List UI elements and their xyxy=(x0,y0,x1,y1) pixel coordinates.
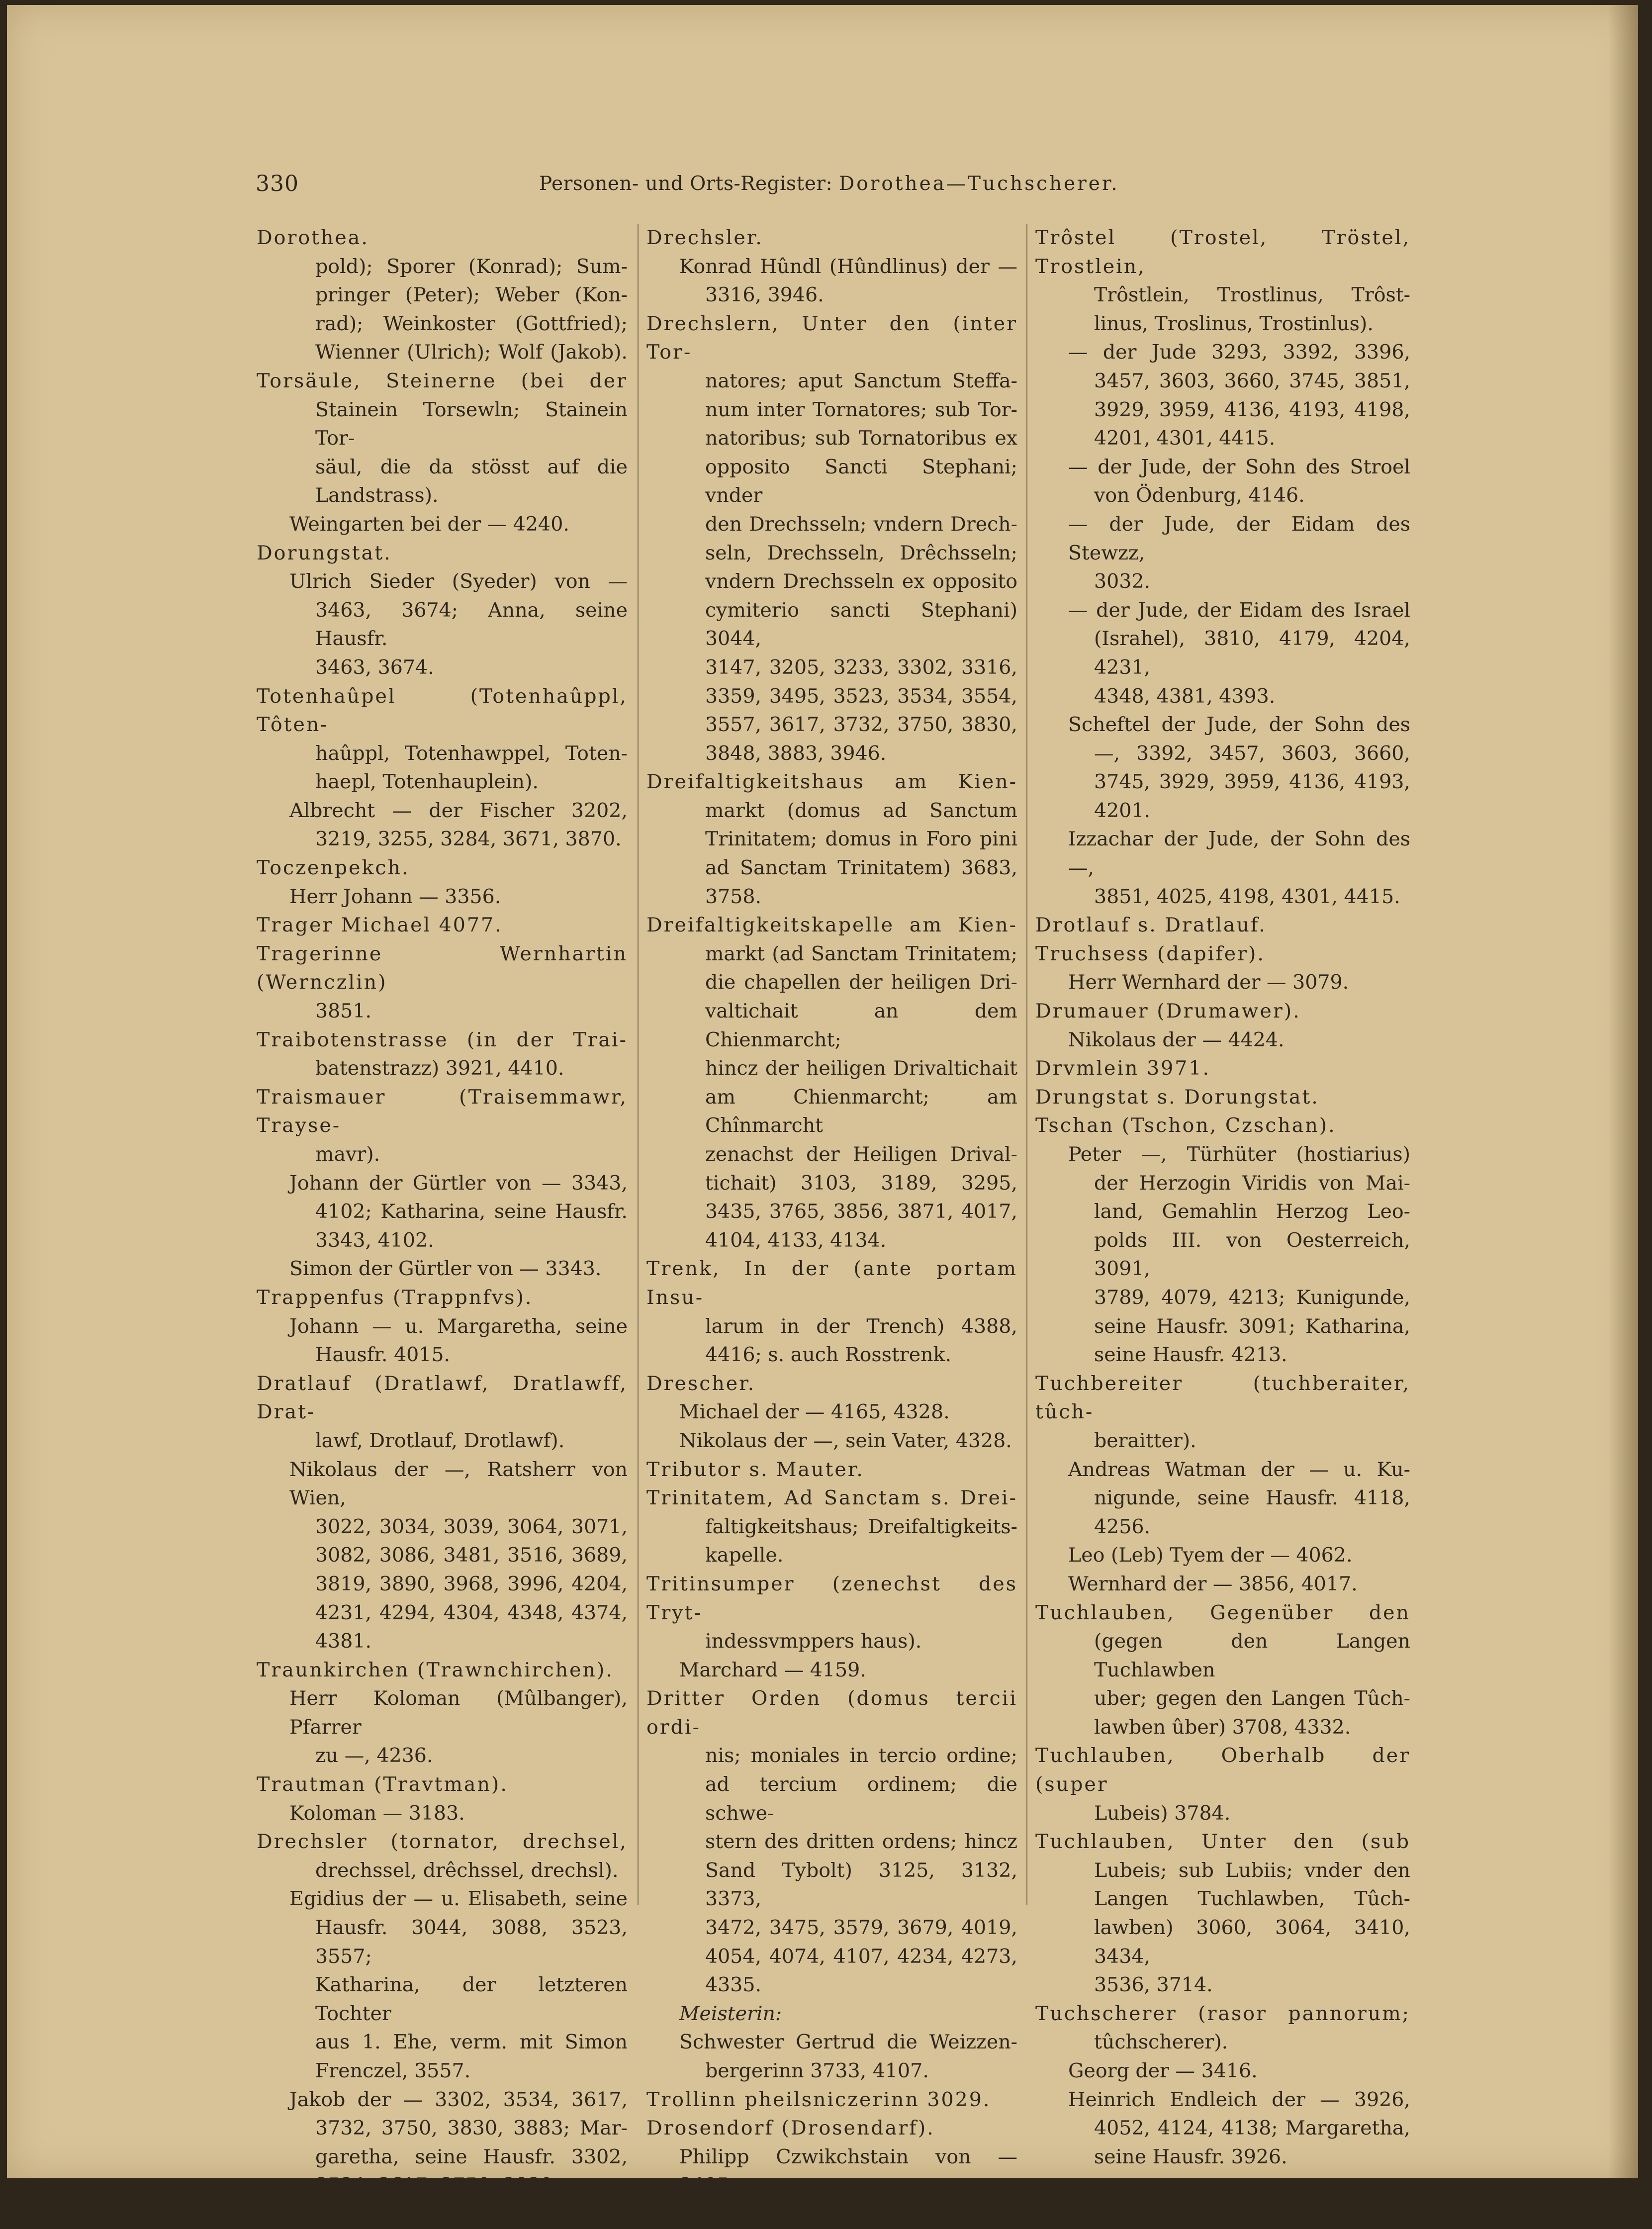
index-heading: Tuchbereiter (tuchberaiter, tûch- xyxy=(1035,1372,1410,1424)
index-line: Wienner (Ulrich); Wolf (Jakob). xyxy=(315,341,628,364)
index-line: — der Jude, der Sohn des Stroel xyxy=(1068,455,1410,478)
index-line: tûchscherer). xyxy=(1094,2031,1228,2054)
index-line: num inter Tornatores; sub Tor- xyxy=(705,398,1017,421)
index-heading: Dritter Orden (domus tercii ordi- xyxy=(646,1687,1017,1739)
index-heading: Drungstat s. Dorungstat. xyxy=(1035,1085,1319,1109)
index-line: von Ödenburg, 4146. xyxy=(1094,484,1305,507)
index-line: Nikolaus der —, Ratsherr von Wien, xyxy=(289,1458,628,1510)
index-line: Kunigunde, seine Hausfr. 3405. xyxy=(705,2202,1019,2226)
index-line: opposito Sancti Stephani; vnder xyxy=(705,455,1017,507)
index-line: 3745, 3929, 3959, 4136, 4193, xyxy=(1094,770,1410,794)
index-line: Andreas Watman der — u. Ku- xyxy=(1068,1458,1410,1481)
index-line: 3219, 3255, 3284, 3671, 3870. xyxy=(315,828,622,851)
index-line: 4054, 4074, 4107, 4234, 4273, xyxy=(705,1945,1017,1968)
index-line: 3929, 3959, 4136, 4193, 4198, xyxy=(1094,398,1410,421)
index-line: Peter —, Türhüter (hostiarius) xyxy=(1068,1143,1410,1166)
index-line: Meisterin: xyxy=(679,2002,782,2025)
index-line: 4335. xyxy=(705,1973,762,1997)
index-line: Katharina, der letzteren Tochter xyxy=(315,1973,628,2025)
index-line: Philipp Czwikchstain von — 3405; xyxy=(679,2145,1017,2197)
index-line: 3463, 3674. xyxy=(315,655,434,679)
index-line: mavr). xyxy=(315,1143,380,1166)
index-line: 3359, 3495, 3523, 3534, 3554, xyxy=(705,684,1017,708)
index-line: Lubeis; sub Lubiis; vnder den xyxy=(1094,1858,1410,1882)
index-line: beraitter). xyxy=(1094,1429,1196,1452)
index-heading: Traismauer (Traisemmawr, Trayse- xyxy=(257,1085,628,1137)
index-line: uber; gegen den Langen Tûch- xyxy=(1094,1687,1410,1710)
index-heading: Drotlauf s. Dratlauf. xyxy=(1035,914,1267,937)
index-line: Hausfr. 3044, 3088, 3523, 3557; xyxy=(315,1916,628,1968)
index-line: Herr Wernhard der — 3079. xyxy=(1068,971,1349,994)
index-line: Scheftel der Jude, der Sohn des xyxy=(1068,713,1410,737)
index-line: 3758. xyxy=(705,885,762,908)
index-line: rad); Weinkoster (Gottfried); xyxy=(315,312,628,335)
index-line: nigunde, seine Hausfr. 4118, xyxy=(1094,1486,1410,1510)
index-line: land, Gemahlin Herzog Leo- xyxy=(1094,1200,1410,1223)
index-line: Albrecht — der Fischer 3202, xyxy=(289,799,628,822)
index-line: 3457, 3603, 3660, 3745, 3851, xyxy=(1094,369,1410,392)
index-heading: Tuchlauben, Oberhalb der (super xyxy=(1035,1744,1410,1796)
register-title: Personen- und Orts-Register: xyxy=(539,173,833,195)
index-line: 4416; s. auch Rosstrenk. xyxy=(705,1343,952,1367)
index-line: polds III. von Oesterreich, 3091, xyxy=(1094,1228,1410,1281)
index-line: 3789, 4079, 4213; Kunigunde, xyxy=(1094,1286,1410,1309)
index-line: pold); Sporer (Konrad); Sum- xyxy=(315,255,628,278)
index-line: Weingarten bei der — 4240. xyxy=(289,512,569,536)
index-line: Sand Tybolt) 3125, 3132, 3373, xyxy=(705,1858,1017,1911)
index-line: Wernhard der — 3856, 4017. xyxy=(1068,1572,1358,1595)
index-heading: Tschan (Tschon, Czschan). xyxy=(1035,1114,1336,1137)
index-heading: Drvmlein 3971. xyxy=(1035,1057,1211,1080)
index-line: valtichait an dem Chienmarcht; xyxy=(705,1000,1017,1051)
running-title xyxy=(539,169,1119,199)
index-heading: Drumauer (Drumawer). xyxy=(1035,1000,1301,1023)
index-line: batenstrazz) 3921, 4410. xyxy=(315,1057,564,1080)
index-line: 4201, 4301, 4415. xyxy=(1094,427,1276,450)
index-line: 3435, 3765, 3856, 3871, 4017, xyxy=(705,1200,1017,1223)
index-line: 3534, 3617, 3750, 3830. xyxy=(315,2174,559,2197)
book-page xyxy=(7,5,1638,2226)
index-line: am Chienmarcht; am Chînmarcht xyxy=(705,1085,1017,1137)
index-line: 3022, 3034, 3039, 3064, 3071, xyxy=(315,1515,628,1538)
index-heading: Dratlauf (Dratlawf, Dratlawff, Drat- xyxy=(257,1372,628,1424)
index-heading: Traunkirchen (Trawnchirchen). xyxy=(257,1658,614,1681)
index-line: (gegen den Langen Tuchlawben xyxy=(1094,1630,1410,1681)
index-line: 3819, 3890, 3968, 3996, 4204, xyxy=(315,1572,628,1595)
index-line: 4256. xyxy=(1094,1515,1151,1538)
index-heading: Dreifaltigkeitshaus am Kien- xyxy=(646,770,1017,794)
index-line: — der Jude 3293, 3392, 3396, xyxy=(1068,341,1410,364)
index-line: 3536, 3714. xyxy=(1094,1973,1213,1997)
index-heading: Tuchlauben, Unter den (sub xyxy=(1035,1830,1410,1854)
index-line: 3082, 3086, 3481, 3516, 3689, xyxy=(315,1544,628,1567)
index-line: haepl, Totenhauplein). xyxy=(315,770,539,794)
running-header xyxy=(256,169,1633,199)
index-line: cymiterio sancti Stephani) 3044, xyxy=(705,598,1017,650)
index-line: stern des dritten ordens; hincz xyxy=(705,1830,1017,1854)
index-line: 4052, 4124, 4138; Margaretha, xyxy=(1094,2117,1410,2140)
index-line: Langen Tuchlawben, Tûch- xyxy=(1094,1887,1410,1911)
index-line: 3343, 4102. xyxy=(315,1228,434,1252)
index-line: drechssel, drêchssel, drechsl). xyxy=(315,1858,619,1882)
index-line: faltigkeitshaus; Dreifaltigkeits- xyxy=(705,1515,1017,1538)
column-divider xyxy=(1026,224,1027,1905)
index-line: Herr Johann — 3356. xyxy=(289,885,501,908)
index-heading: Dorothea. xyxy=(257,226,369,249)
index-line: kapelle. xyxy=(705,1544,784,1567)
index-line: 3557, 3617, 3732, 3750, 3830, xyxy=(705,713,1017,737)
index-heading: Trenk, In der (ante portam Insu- xyxy=(646,1257,1017,1309)
index-line: seln, Drechsseln, Drêchsseln; xyxy=(705,541,1017,564)
index-line: larum in der Trench) 4388, xyxy=(705,1314,1017,1338)
index-line: hincz der heiligen Drivaltichait xyxy=(705,1057,1017,1080)
index-line: garetha, seine Hausfr. 3302, xyxy=(315,2145,628,2168)
index-column-2 xyxy=(646,224,1019,2226)
index-line: 3848, 3883, 3946. xyxy=(705,742,887,765)
index-heading: Traibotenstrasse (in der Trai- xyxy=(257,1028,628,1051)
index-line: Trinitatem; domus in Foro pini xyxy=(705,828,1017,851)
index-line: ad Sanctam Trinitatem) 3683, xyxy=(705,856,1017,880)
index-line: markt (domus ad Sanctum xyxy=(705,799,1017,822)
index-line: tichait) 3103, 3189, 3295, xyxy=(705,1171,1017,1195)
index-line: 4201. xyxy=(1094,799,1151,822)
column-divider xyxy=(638,224,639,1905)
index-heading: Dorungstat. xyxy=(257,541,392,564)
index-line: indessvmppers haus). xyxy=(705,1630,922,1653)
index-line: Koloman — 3183. xyxy=(289,1801,465,1825)
index-line: Michael der — 4165, 4328. xyxy=(679,1400,950,1424)
index-heading: Trinitatem, Ad Sanctam s. Drei- xyxy=(646,1486,1017,1510)
index-heading: Toczenpekch. xyxy=(257,856,410,880)
index-line: 4231, 4294, 4304, 4348, 4374, xyxy=(315,1601,628,1624)
index-heading: Totenhaûpel (Totenhaûppl, Tôten- xyxy=(257,684,628,737)
index-line: Egidius der — u. Elisabeth, seine xyxy=(289,1887,628,1911)
index-line: 3851, 4025, 4198, 4301, 4415. xyxy=(1094,885,1400,908)
index-line: der Herzogin Viridis von Mai- xyxy=(1094,1171,1410,1195)
index-heading: Tuchscherer (rasor pannorum; xyxy=(1035,2002,1410,2025)
index-heading: Trôstel (Trostel, Tröstel, Trostlein, xyxy=(1035,226,1410,278)
index-line: (Israhel), 3810, 4179, 4204, 4231, xyxy=(1094,627,1410,679)
index-line: Konrad Hûndl (Hûndlinus) der — xyxy=(679,255,1017,278)
index-line: lawben) 3060, 3064, 3410, 3434, xyxy=(1094,1916,1410,1968)
index-line: 4348, 4381, 4393. xyxy=(1094,684,1276,708)
index-line: nis; moniales in tercio ordine; xyxy=(705,1744,1017,1767)
index-heading: Tributor s. Mauter. xyxy=(646,1458,864,1481)
index-line: linus, Troslinus, Trostinlus). xyxy=(1094,312,1374,335)
index-heading: Tritinsumper (zenechst des Tryt- xyxy=(646,1572,1017,1624)
index-line: — der Jude, der Eidam des Stewzz, xyxy=(1068,512,1410,564)
index-line: 3732, 3750, 3830, 3883; Mar- xyxy=(315,2117,628,2140)
index-line: 3147, 3205, 3233, 3302, 3316, xyxy=(705,655,1017,679)
index-line: Schwester Gertrud die Weizzen- xyxy=(679,2031,1017,2054)
index-line: 3851. xyxy=(315,1000,372,1023)
index-line: Nikolaus der — 4424. xyxy=(1068,1028,1285,1051)
index-line: Jakob der — 3302, 3534, 3617, xyxy=(289,2088,628,2111)
index-line: lawf, Drotlauf, Drotlawf). xyxy=(315,1429,565,1452)
index-column-3 xyxy=(1035,224,1410,2168)
index-line: Landstrass). xyxy=(315,484,439,507)
index-heading: Torsäule, Steinerne (bei der xyxy=(257,369,628,392)
index-line: Nikolaus der —, sein Vater, 4328. xyxy=(679,1429,1012,1452)
index-line: die chapellen der heiligen Dri- xyxy=(705,971,1017,994)
index-line: Simon der Gürtler von — 3343. xyxy=(289,1257,602,1281)
index-line: 3032. xyxy=(1094,570,1151,593)
index-line: Izzachar der Jude, der Sohn des —, xyxy=(1068,828,1410,880)
index-line: markt (ad Sanctam Trinitatem; xyxy=(705,942,1017,965)
index-line: Stainein Torsewln; Stainein Tor- xyxy=(315,398,628,450)
index-line: natores; aput Sanctum Steffa- xyxy=(705,369,1017,392)
index-line: seine Hausfr. 3926. xyxy=(1094,2145,1287,2168)
index-heading: Tragerinne Wernhartin (Wernczlin) xyxy=(257,942,628,994)
index-line: Johann der Gürtler von — 3343, xyxy=(289,1171,628,1195)
index-line: Leo (Leb) Tyem der — 4062. xyxy=(1068,1544,1353,1567)
index-line: 4381. xyxy=(315,1630,372,1653)
index-heading: Drechslern, Unter den (inter Tor- xyxy=(646,312,1017,364)
index-line: pringer (Peter); Weber (Kon- xyxy=(315,283,628,307)
index-line: vndern Drechsseln ex opposito xyxy=(705,570,1017,593)
index-column-1 xyxy=(257,224,628,2197)
index-line: Hausfr. 4015. xyxy=(315,1343,451,1367)
index-heading: Drosendorf (Drosendarf). xyxy=(646,2117,935,2140)
index-line: Heinrich Endleich der — 3926, xyxy=(1068,2088,1410,2111)
index-heading: Dreifaltigkeitskapelle am Kien- xyxy=(646,914,1017,937)
index-line: 4104, 4133, 4134. xyxy=(705,1228,887,1252)
index-line: — der Jude, der Eidam des Israel xyxy=(1068,598,1410,622)
index-heading: Drechsler. xyxy=(646,226,763,249)
index-line: bergerinn 3733, 4107. xyxy=(705,2059,929,2082)
index-line: —, 3392, 3457, 3603, 3660, xyxy=(1094,742,1410,765)
index-heading: Truchsess (dapifer). xyxy=(1035,942,1265,965)
index-line: zenachst der Heiligen Drival- xyxy=(705,1143,1017,1166)
index-line: Ulrich Sieder (Syeder) von — xyxy=(289,570,628,593)
index-line: Johann — u. Margaretha, seine xyxy=(289,1314,628,1338)
index-line: seine Hausfr. 3091; Katharina, xyxy=(1094,1314,1410,1338)
index-heading: Trappenfus (Trappnfvs). xyxy=(257,1286,533,1309)
index-line: Frenczel, 3557. xyxy=(315,2059,471,2082)
page-edge-shadow xyxy=(1608,5,1638,2178)
index-line: 3472, 3475, 3579, 3679, 4019, xyxy=(705,1916,1017,1940)
index-line: Trôstlein, Trostlinus, Trôst- xyxy=(1094,283,1410,307)
index-heading: Trollinn pheilsniczerinn 3029. xyxy=(646,2088,991,2111)
index-line: säul, die da stösst auf die xyxy=(315,455,628,478)
index-line: 4102; Katharina, seine Hausfr. xyxy=(315,1200,628,1223)
index-line: Marchard — 4159. xyxy=(679,1658,866,1681)
index-line: den Drechsseln; vndern Drech- xyxy=(705,512,1017,536)
index-heading: Tuchlauben, Gegenüber den xyxy=(1035,1601,1410,1624)
index-line: natoribus; sub Tornatoribus ex xyxy=(705,427,1017,450)
index-line: ad tercium ordinem; die schwe- xyxy=(705,1773,1017,1825)
page-number: 330 xyxy=(256,171,299,196)
index-line: 3316, 3946. xyxy=(705,283,824,307)
index-line: haûppl, Totenhawppel, Toten- xyxy=(315,742,628,765)
index-line: seine Hausfr. 4213. xyxy=(1094,1343,1287,1367)
index-heading: Drechsler (tornator, drechsel, xyxy=(257,1830,628,1854)
index-heading: Drescher. xyxy=(646,1372,756,1395)
index-line: Lubeis) 3784. xyxy=(1094,1801,1231,1825)
index-line: lawben ûber) 3708, 4332. xyxy=(1094,1715,1351,1739)
index-heading: Trager Michael 4077. xyxy=(257,914,503,937)
entry-range: Dorothea—Tuchscherer. xyxy=(839,173,1119,195)
index-line: aus 1. Ehe, verm. mit Simon xyxy=(315,2031,628,2054)
index-line: zu —, 4236. xyxy=(315,1744,433,1767)
index-heading: Trautman (Travtman). xyxy=(257,1773,508,1796)
index-line: Georg der — 3416. xyxy=(1068,2059,1258,2082)
index-line: 3463, 3674; Anna, seine Hausfr. xyxy=(315,598,628,650)
index-line: Herr Koloman (Mûlbanger), Pfarrer xyxy=(289,1687,628,1739)
